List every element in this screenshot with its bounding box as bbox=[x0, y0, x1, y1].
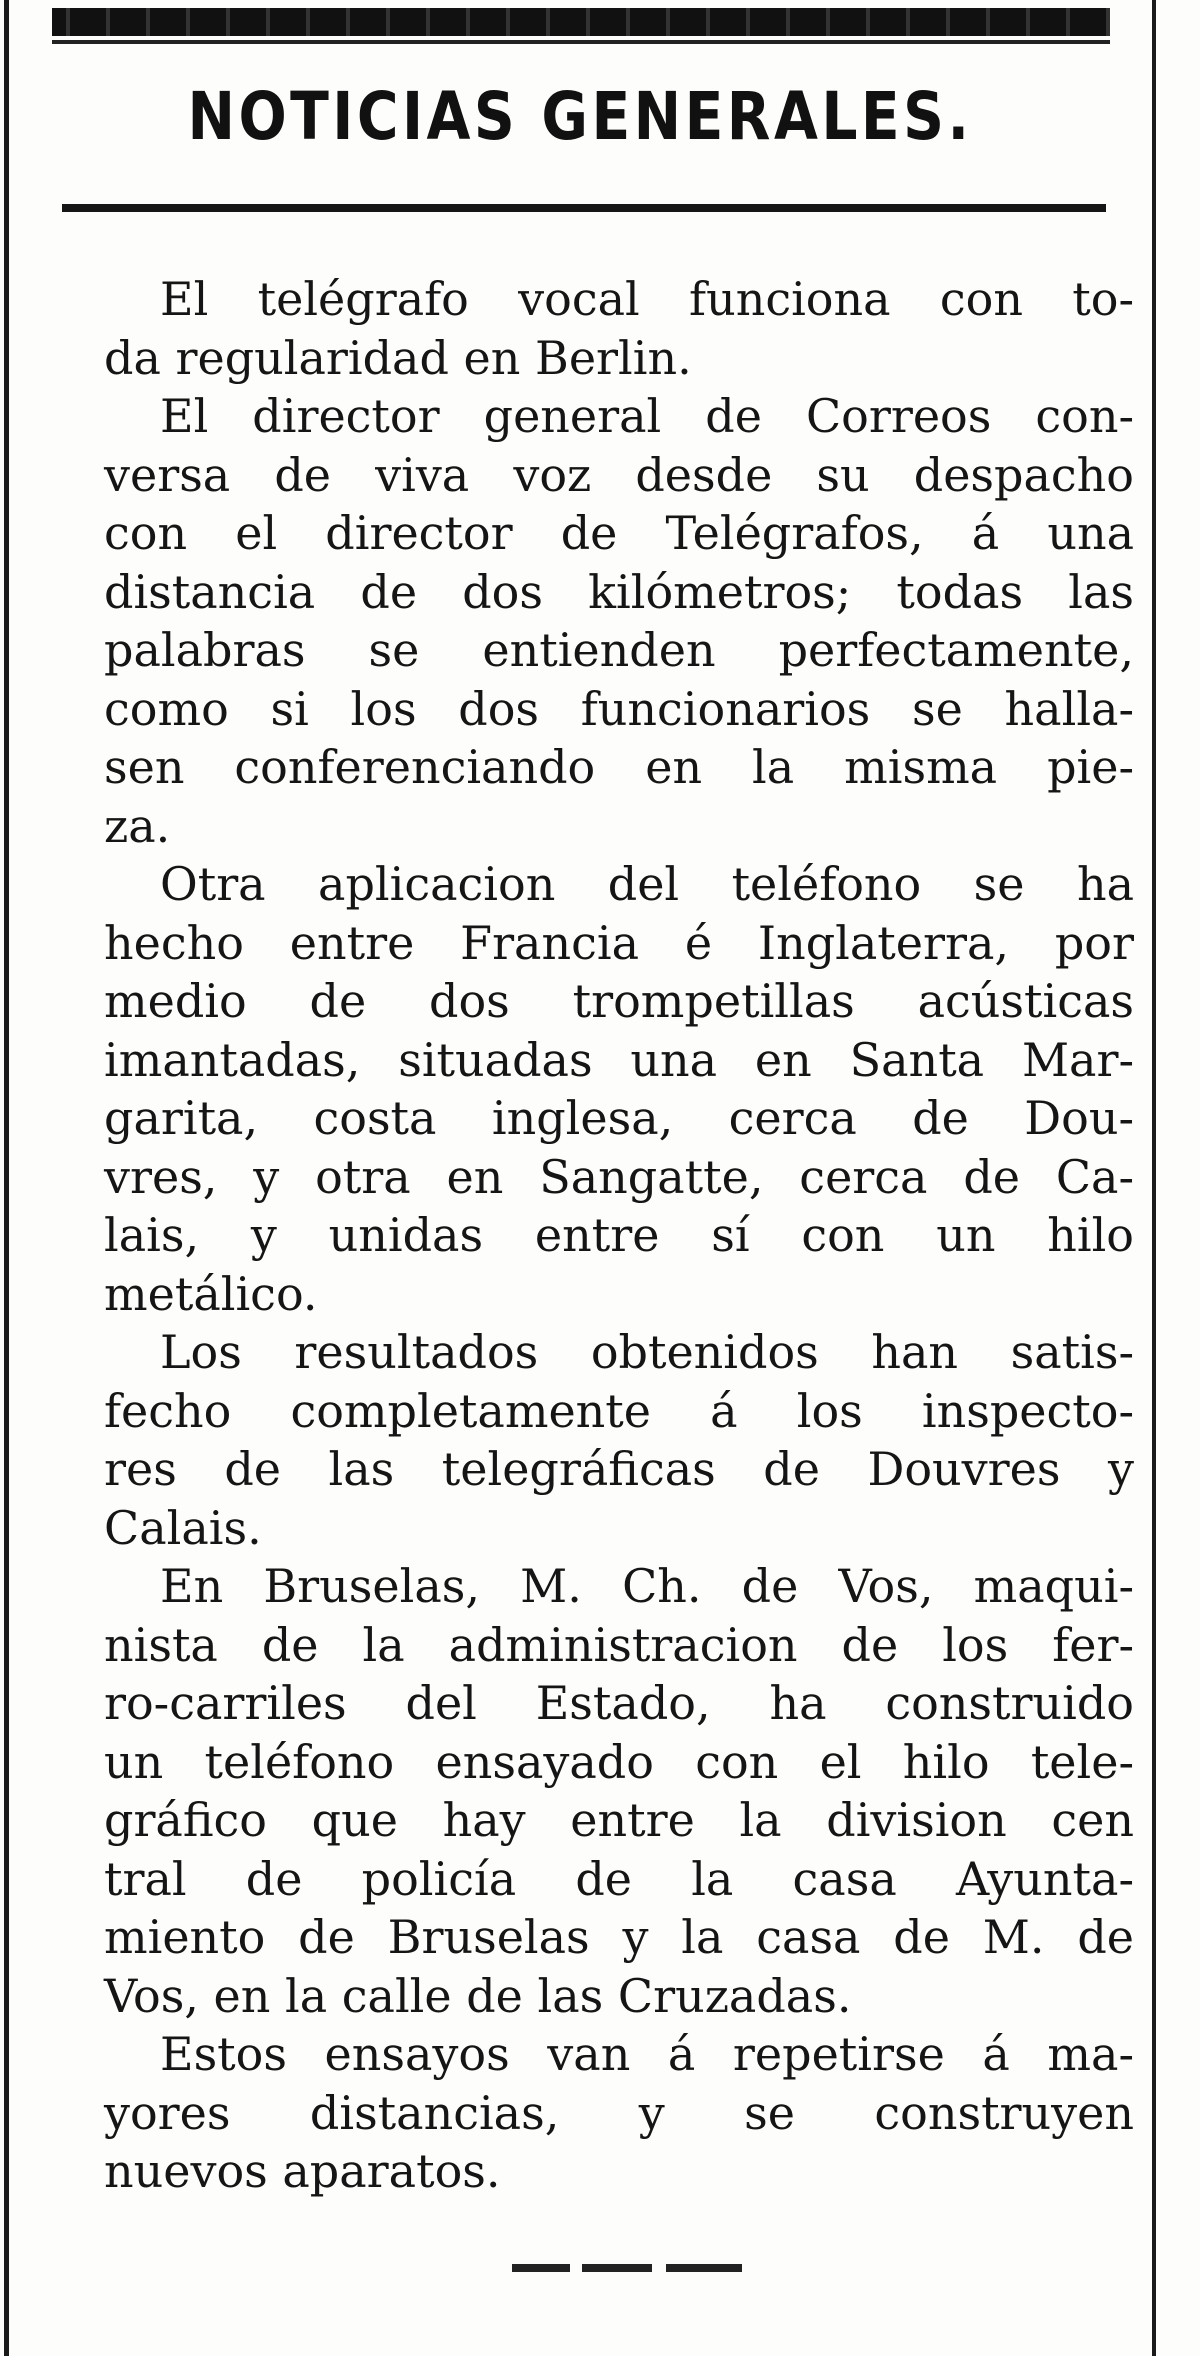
article-paragraph bbox=[48, 1323, 1134, 1557]
article-line: versa de viva voz desde su despacho bbox=[104, 447, 1134, 502]
article-body bbox=[48, 270, 1134, 2201]
end-mark-dash bbox=[512, 2264, 570, 2272]
article-line: yores distancias, y se construyen bbox=[104, 2085, 1134, 2140]
article-line: gráfico que hay entre la division cen bbox=[104, 1793, 1134, 1847]
article-line: vres, y otra en Sangatte, cerca de Ca- bbox=[104, 1149, 1134, 1204]
article-line: Otra aplicacion del teléfono se ha bbox=[160, 857, 1134, 911]
article-line: da regularidad en Berlin. bbox=[104, 330, 692, 385]
article-line: nuevos aparatos. bbox=[104, 2144, 501, 2198]
article-line: garita, costa inglesa, cerca de Dou- bbox=[104, 1091, 1134, 1145]
section-headline: NOTICIAS GENERALES. bbox=[187, 78, 973, 155]
top-decorative-rule bbox=[52, 8, 1110, 36]
article-paragraph bbox=[48, 1557, 1134, 2025]
article-line: miento de Bruselas y la casa de M. de bbox=[104, 1910, 1134, 1964]
article-line: fecho completamente á los inspecto- bbox=[104, 1383, 1134, 1438]
article-line: medio de dos trompetillas acústicas bbox=[104, 974, 1134, 1028]
article-line: nista de la administracion de los fer- bbox=[104, 1617, 1134, 1672]
article-line: distancia de dos kilómetros; todas las bbox=[104, 564, 1134, 619]
top-thin-rule bbox=[52, 40, 1110, 44]
article-line: za. bbox=[104, 798, 171, 853]
end-of-section-mark bbox=[512, 2264, 742, 2274]
article-line: hecho entre Francia é Inglaterra, por bbox=[104, 915, 1134, 970]
article-line: En Bruselas, M. Ch. de Vos, maqui- bbox=[160, 1559, 1134, 1613]
column-border-left bbox=[4, 0, 9, 2356]
article-line: El director general de Correos con- bbox=[160, 389, 1134, 443]
article-line: Los resultados obtenidos han satis- bbox=[160, 1325, 1134, 1379]
article-line: un teléfono ensayado con el hilo tele- bbox=[104, 1734, 1134, 1789]
article-line: El telégrafo vocal funciona con to- bbox=[160, 272, 1134, 326]
article-paragraph bbox=[48, 855, 1134, 1323]
article-line: lais, y unidas entre sí con un hilo bbox=[104, 1208, 1134, 1262]
article-line: res de las telegráficas de Douvres y bbox=[104, 1442, 1134, 1496]
article-line: metálico. bbox=[104, 1266, 318, 1321]
headline-underline-rule bbox=[62, 204, 1106, 212]
article-line: ro-carriles del Estado, ha construido bbox=[104, 1676, 1134, 1730]
article-line: sen conferenciando en la misma pie- bbox=[104, 740, 1134, 794]
article-line: palabras se entienden perfectamente, bbox=[104, 623, 1134, 677]
article-paragraph bbox=[48, 387, 1134, 855]
column-border-right bbox=[1152, 0, 1156, 2356]
article-line: con el director de Telégrafos, á una bbox=[104, 506, 1134, 560]
end-mark-dash bbox=[582, 2264, 652, 2272]
article-line: Vos, en la calle de las Cruzadas. bbox=[104, 1968, 852, 2023]
end-mark-dash bbox=[666, 2264, 742, 2272]
article-line: Estos ensayos van á repetirse á ma- bbox=[160, 2027, 1134, 2081]
article-line: tral de policía de la casa Ayunta- bbox=[104, 1851, 1134, 1906]
article-line: Calais. bbox=[104, 1500, 262, 1555]
article-line: como si los dos funcionarios se halla- bbox=[104, 681, 1134, 736]
article-paragraph bbox=[48, 270, 1134, 387]
article-paragraph bbox=[48, 2025, 1134, 2201]
article-line: imantadas, situadas una en Santa Mar- bbox=[104, 1032, 1134, 1087]
